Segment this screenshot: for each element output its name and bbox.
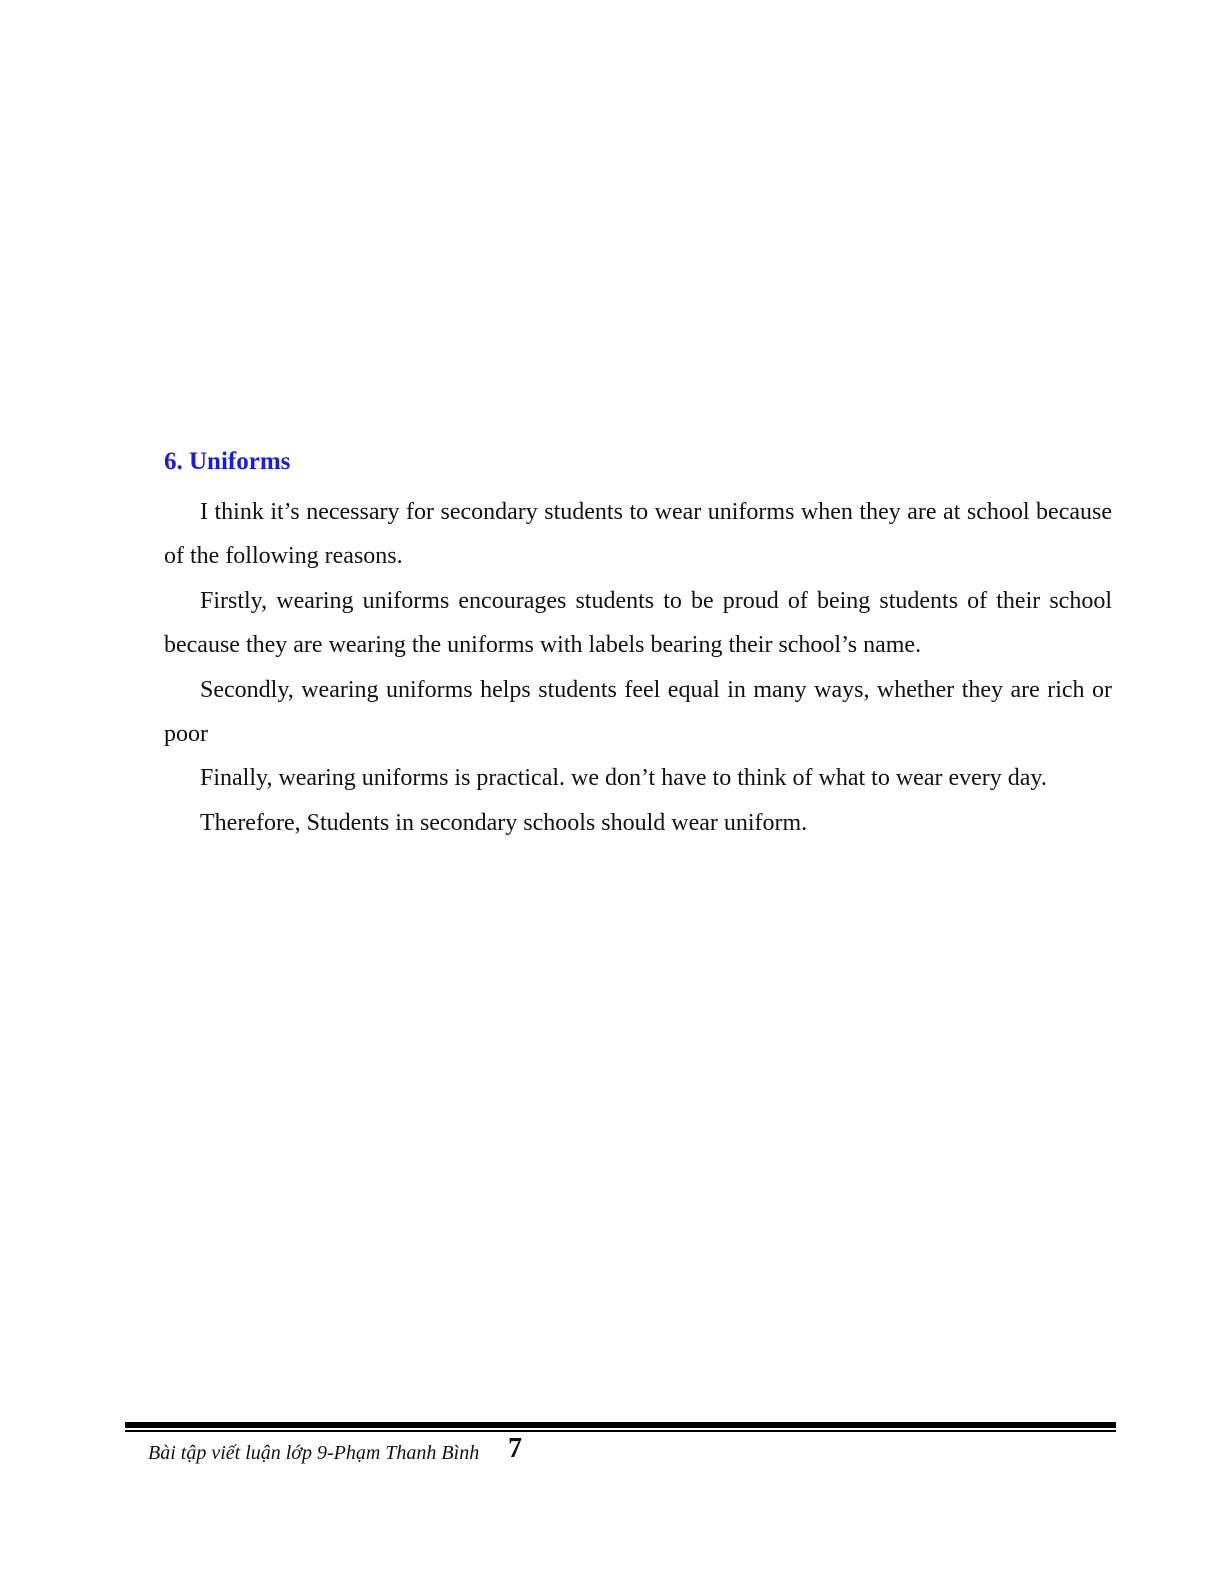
paragraph-finally: Finally, wearing uniforms is practical. we don’t have to think of what to wear every day. — [200, 765, 1047, 792]
paragraph-conclusion: Therefore, Students in secondary schools should wear uniform. — [200, 809, 808, 836]
footer-title: Bài tập viết luận lớp 9-Phạm Thanh Bình — [148, 1442, 480, 1464]
page-number: 7 — [508, 1433, 522, 1464]
document-body — [164, 446, 1112, 845]
section-heading: 6. Uniforms — [164, 448, 291, 475]
paragraph-secondly: Secondly, wearing uniforms helps students feel equal in many ways, whether they are rich or poor — [164, 676, 1112, 748]
paragraph-intro: I think it’s necessary for secondary students to wear uniforms when they are at school because of the following reasons. — [164, 499, 1112, 570]
paragraph-firstly: Firstly, wearing uniforms encourages students to be proud of being students of their school because they are wearing the uniforms with labels bearing their school’s name. — [164, 587, 1112, 659]
footer-divider-thin — [125, 1430, 1116, 1432]
footer-divider-thick — [125, 1422, 1116, 1428]
